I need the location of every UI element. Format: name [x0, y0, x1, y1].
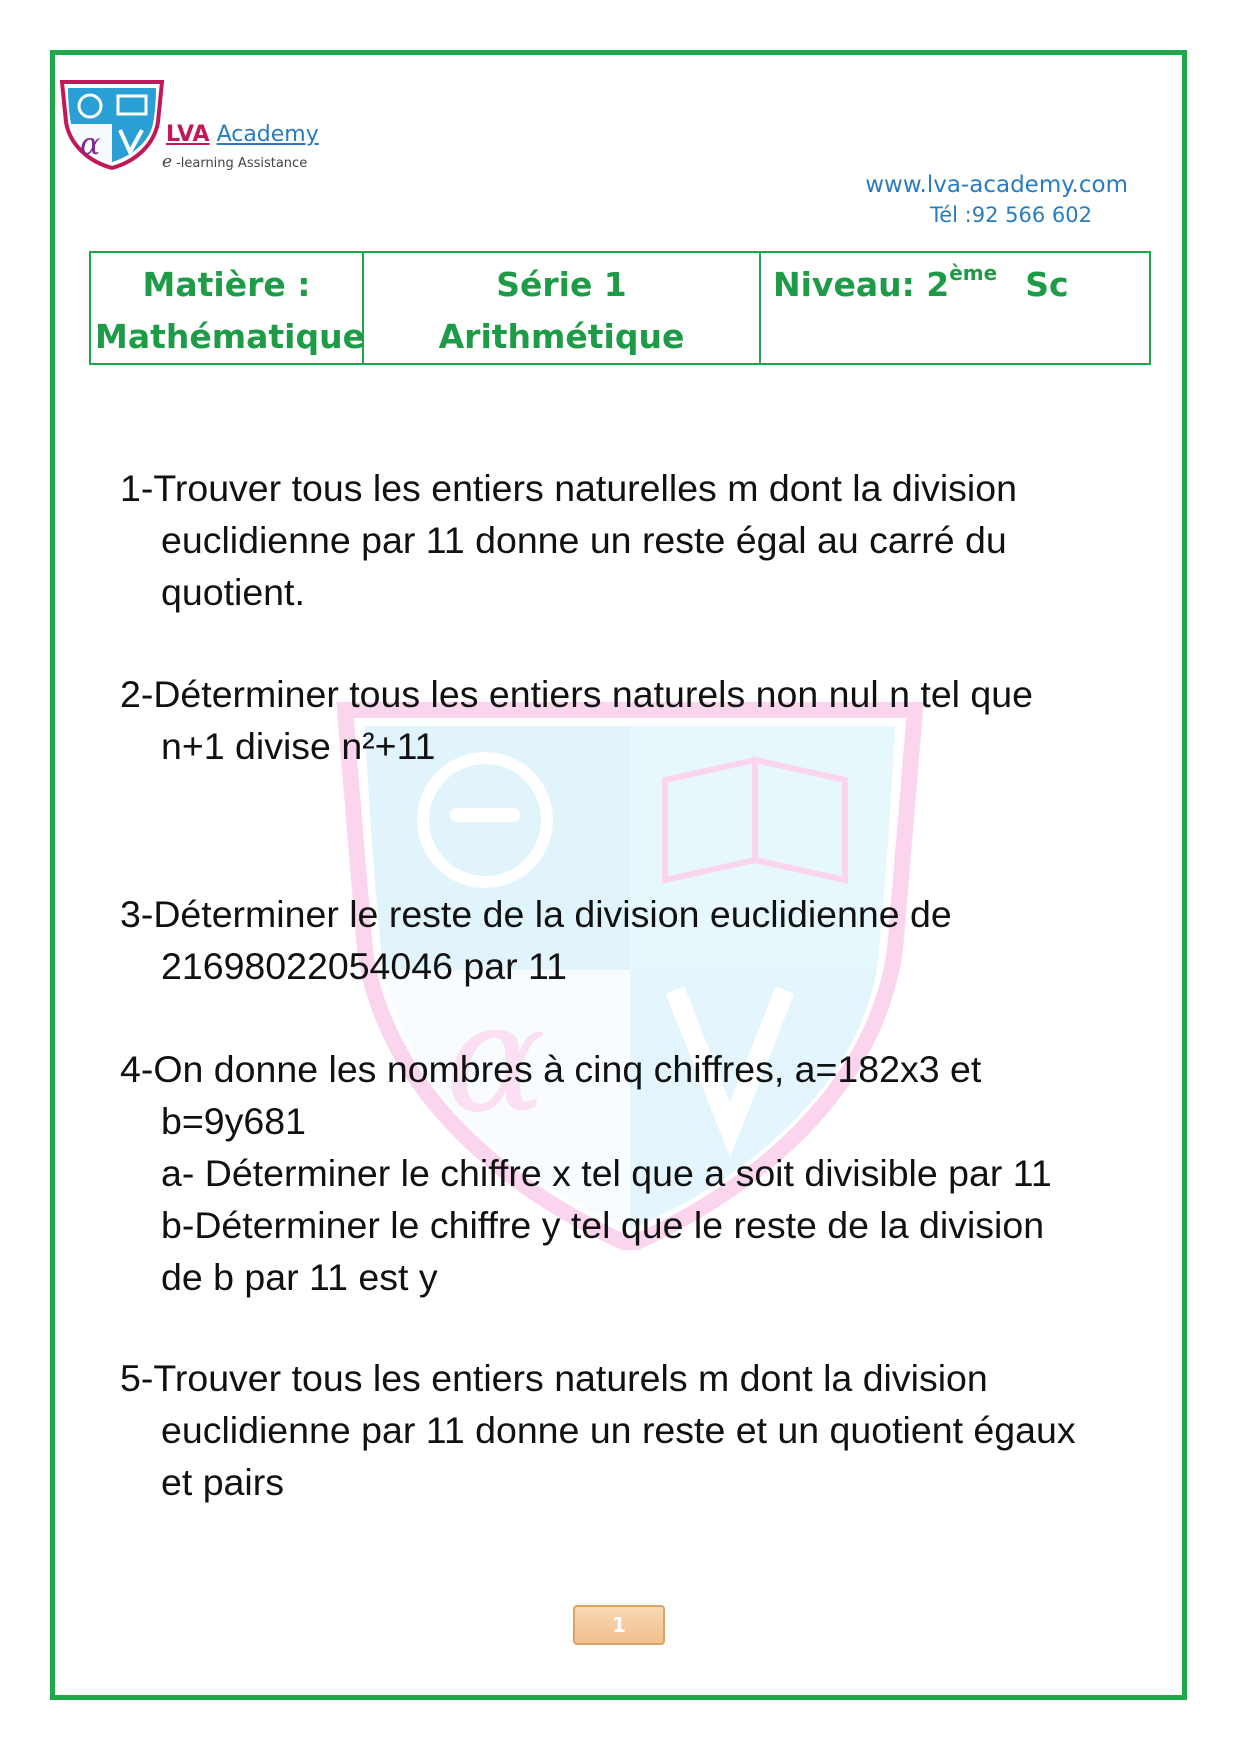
exercise-line: 21698022054046 par 11 — [161, 945, 567, 987]
phone-number: Tél :92 566 602 — [929, 203, 1092, 227]
svg-text:α: α — [445, 972, 547, 1146]
brand-tagline-text: -learning Assistance — [176, 156, 308, 171]
exercise-line: 1-Trouver tous les entiers naturelles m dont la division — [120, 467, 1017, 509]
series-value: Arithmétique — [438, 317, 685, 356]
exercise-5 — [120, 1352, 1076, 1508]
subject-value: Mathématique — [95, 317, 365, 356]
header-table — [89, 251, 1151, 365]
level-label: Niveau: 2 — [773, 265, 950, 304]
level-cell — [760, 252, 1150, 364]
exercise-line: b-Déterminer le chiffre y tel que le reste de la division — [161, 1204, 1045, 1246]
exercise-line: n+1 divise n²+11 — [161, 725, 436, 767]
brand-name — [166, 122, 319, 147]
brand-name-academy: Academy — [216, 122, 319, 147]
exercise-line: a- Déterminer le chiffre x tel que a soit divisible par 11 — [161, 1152, 1052, 1194]
level-superscript: ème — [949, 261, 998, 285]
website-url[interactable]: www.lva-academy.com — [865, 172, 1128, 198]
exercise-line: 2-Déterminer tous les entiers naturels non nul n tel que — [120, 673, 1034, 715]
level-section: Sc — [1025, 265, 1069, 304]
exercise-4 — [120, 1043, 1052, 1303]
svg-text:α: α — [80, 127, 101, 162]
exercise-line: 4-On donne les nombres à cinq chiffres, a=182x3 et — [120, 1048, 982, 1090]
lva-logo-icon — [58, 78, 166, 170]
exercise-line: euclidienne par 11 donne un reste égal au carré du — [161, 519, 1007, 561]
series-cell — [363, 252, 760, 364]
exercise-line: quotient. — [161, 571, 305, 613]
brand-tagline-e: e — [162, 152, 173, 172]
page-number: 1 — [573, 1605, 665, 1645]
subject-cell — [90, 252, 363, 364]
exercise-line: 3-Déterminer le reste de la division euclidienne de — [120, 893, 952, 935]
exercise-3 — [120, 888, 952, 992]
series-label: Série 1 — [496, 265, 627, 304]
brand-tagline — [162, 152, 307, 172]
exercise-line: b=9y681 — [161, 1100, 306, 1142]
exercise-line: 5-Trouver tous les entiers naturels m dont la division — [120, 1357, 988, 1399]
exercise-2 — [120, 668, 1033, 772]
exercise-1 — [120, 462, 1017, 618]
subject-label: Matière : — [142, 265, 311, 304]
exercise-line: euclidienne par 11 donne un reste et un quotient égaux — [161, 1409, 1076, 1451]
exercise-line: et pairs — [161, 1461, 284, 1503]
exercise-line: de b par 11 est y — [161, 1256, 438, 1298]
brand-name-lva: LVA — [166, 122, 210, 147]
